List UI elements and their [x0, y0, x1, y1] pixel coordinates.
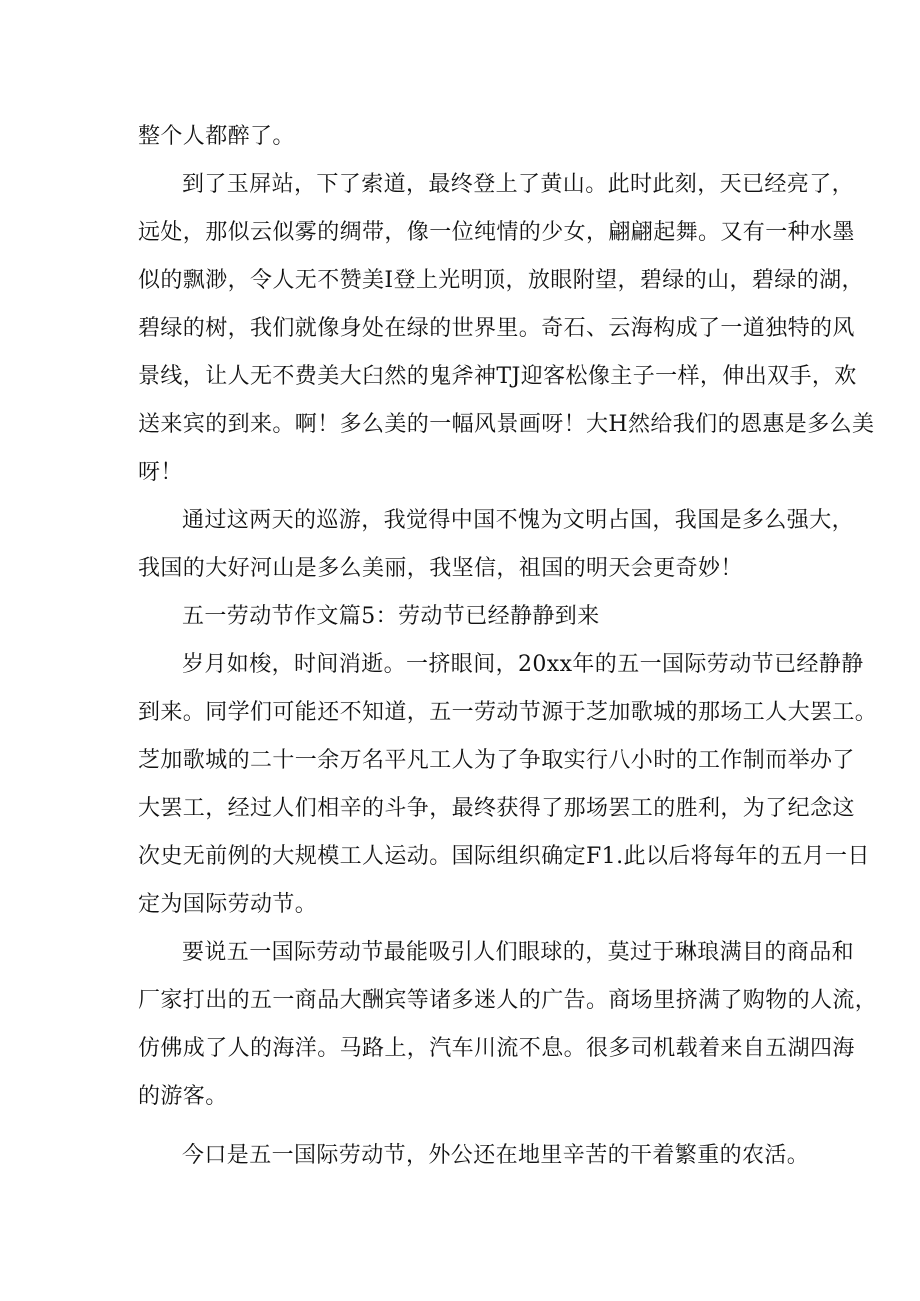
text-line: 今口是五一国际劳动节，外公还在地里辛苦的干着繁重的农活。 — [182, 1143, 810, 1168]
text-line: 似的飘渺，令人无不赞美I登上光明顶，放眼附望，碧绿的山，碧绿的湖， — [138, 268, 864, 293]
text-line: 景线，让人无不费美大臼然的鬼斧神TJ迎客松像主子一样，伸出双手，欢 — [138, 364, 857, 389]
text-line: 到了玉屏站，下了索道，最终登上了黄山。此时此刻，天已经亮了， — [182, 172, 855, 197]
text-line: 我国的大好河山是多么美丽，我坚信，祖国的明天会更奇妙！ — [138, 556, 743, 581]
text-line: 送来宾的到来。啊！多么美的一幅风景画呀！大H然给我们的恩惠是多么美 — [138, 412, 875, 437]
text-line: 大罢工，经过人们相辛的斗争，最终获得了那场罢工的胜利，为了纪念这 — [138, 796, 855, 821]
text-line: 到来。同学们可能还不知道，五一劳动节源于芝加歌城的那场工人大罢工。 — [138, 700, 878, 725]
text-line: 呀！ — [138, 460, 183, 485]
text-line: 要说五一国际劳动节最能吸引人们眼球的，莫过于琳琅满目的商品和 — [182, 940, 855, 965]
text-line: 远处，那似云似雾的绸带，像一位纯情的少女，翩翩起舞。又有一种水墨 — [138, 220, 855, 245]
text-line: 厂家打出的五一商品大酬宾等诸多迷人的广告。商场里挤满了购物的人流， — [138, 988, 878, 1013]
text-line: 岁月如梭，时间消逝。一挤眼间，20xx年的五一国际劳动节已经静静 — [182, 652, 864, 677]
text-line: 仿佛成了人的海洋。马路上，汽车川流不息。很多司机载着来自五湖四海 — [138, 1036, 855, 1061]
text-line: 整个人都醉了。 — [138, 124, 295, 149]
text-line: 碧绿的树，我们就像身处在绿的世界里。奇石、云海构成了一道独特的风 — [138, 316, 855, 341]
text-line: 的游客。 — [138, 1084, 228, 1109]
text-line: 定为国际劳动节。 — [138, 892, 318, 917]
text-line: 通过这两天的巡游，我觉得中国不愧为文明占国，我国是多么强大， — [182, 508, 855, 533]
section-heading: 五一劳动节作文篇5：劳动节已经静静到来 — [182, 604, 600, 629]
text-line: 芝加歌城的二十一余万名平凡工人为了争取实行八小时的工作制而举办了 — [138, 748, 855, 773]
text-line: 次史无前例的大规模工人运动。国际组织确定F1.此以后将每年的五月一日 — [138, 844, 870, 869]
